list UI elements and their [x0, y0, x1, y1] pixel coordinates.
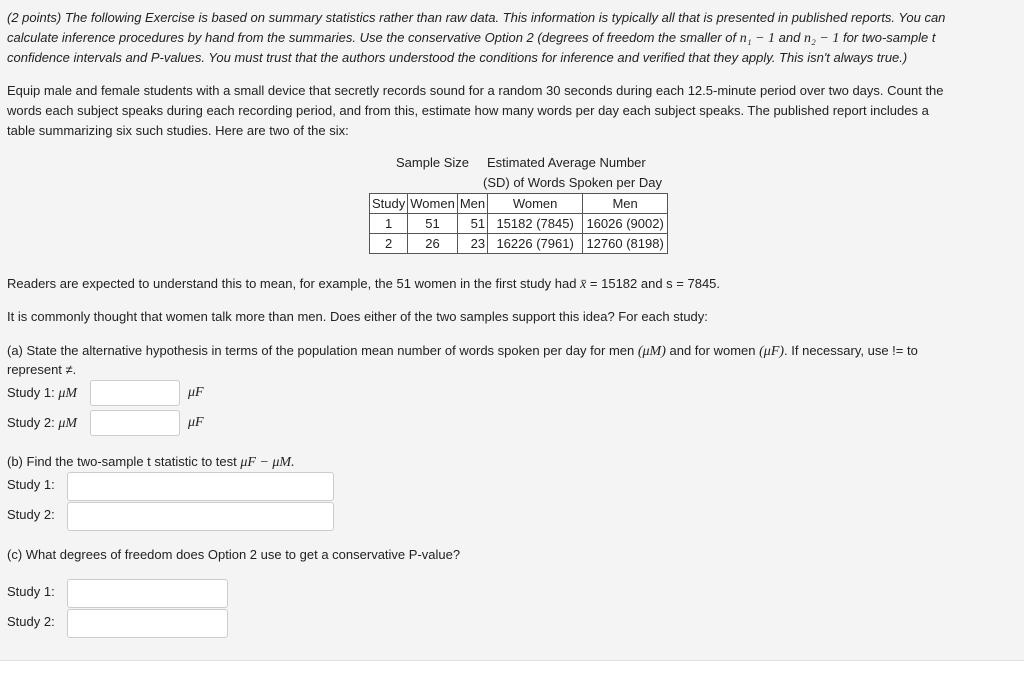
table-row: [370, 234, 668, 254]
cell: 1: [370, 214, 408, 234]
col-men-avg: Men: [583, 194, 668, 214]
c-study2-input[interactable]: [67, 609, 228, 638]
intro-2: calculate inference procedures by hand from the summaries. Use the conservative Option 2 (degrees of freedom the smaller of n₁ − 1 and n₂ − 1 for two-sample t: [7, 30, 936, 46]
part-b-text: (b) Find the two-sample t statistic to test μF − μM.: [7, 454, 295, 470]
col-women-avg: Women: [488, 194, 583, 214]
part-a-text-2: represent ≠.: [7, 362, 77, 377]
a-study2-input[interactable]: [90, 410, 180, 436]
cell: 23: [457, 234, 487, 254]
col-study: Study: [370, 194, 408, 214]
readers-text: Readers are expected to understand this to mean, for example, the 51 women in the first study had x̄ = 15182 and s = 7845.: [7, 276, 721, 292]
b-study1-input[interactable]: [67, 472, 334, 501]
problem-2: words each subject speaks during each recording period, and from this, estimate how many words per day each subject speaks. The published report includes a: [7, 103, 929, 118]
a-study1-input[interactable]: [90, 380, 180, 406]
part-c-text: (c) What degrees of freedom does Option 2 use to get a conservative P-value?: [7, 547, 461, 562]
a-study2-muf: μF: [188, 415, 204, 430]
table-head-average: Estimated Average Number: [487, 155, 646, 170]
summary-table: [369, 193, 668, 254]
common-text: It is commonly thought that women talk more than men. Does either of the two samples support this idea? For each study:: [7, 309, 708, 324]
col-women-n: Women: [408, 194, 458, 214]
c-study2-label: Study 2:: [7, 614, 55, 629]
cell: 26: [408, 234, 458, 254]
cell: 2: [370, 234, 408, 254]
cell: 51: [457, 214, 487, 234]
a-study1-label: Study 1: μM: [7, 385, 78, 401]
cell: 12760 (8198): [583, 234, 668, 254]
table-header-row: [370, 194, 668, 214]
problem-3: table summarizing six such studies. Here are two of the six:: [7, 123, 349, 138]
intro-3: confidence intervals and P-values. You must trust that the authors understood the conditions for inference and verified that they apply. This isn't always true.): [7, 50, 908, 65]
b-study2-label: Study 2:: [7, 507, 55, 522]
cell: 51: [408, 214, 458, 234]
b-study1-label: Study 1:: [7, 477, 55, 492]
c-study1-input[interactable]: [67, 579, 228, 608]
table-head-sample-size: Sample Size: [396, 155, 469, 170]
table-head-sd: (SD) of Words Spoken per Day: [483, 175, 662, 190]
table-row: [370, 214, 668, 234]
intro: (2 points) The following Exercise is based on summary statistics rather than raw data. This information is typically all that is presented in published reports. You can: [7, 10, 946, 25]
b-study2-input[interactable]: [67, 502, 334, 531]
cell: 16226 (7961): [488, 234, 583, 254]
cell: 16026 (9002): [583, 214, 668, 234]
c-study1-label: Study 1:: [7, 584, 55, 599]
col-men-n: Men: [457, 194, 487, 214]
part-a-text: (a) State the alternative hypothesis in terms of the population mean number of words spoken per day for men (μM) and for women (μF). If necessary, use != to: [7, 343, 918, 359]
a-study1-muf: μF: [188, 385, 204, 400]
problem-1: Equip male and female students with a small device that secretly records sound for a random 30 seconds during each 12.5-minute period over two days. Count the: [7, 83, 944, 98]
a-study2-label: Study 2: μM: [7, 415, 78, 431]
cell: 15182 (7845): [488, 214, 583, 234]
